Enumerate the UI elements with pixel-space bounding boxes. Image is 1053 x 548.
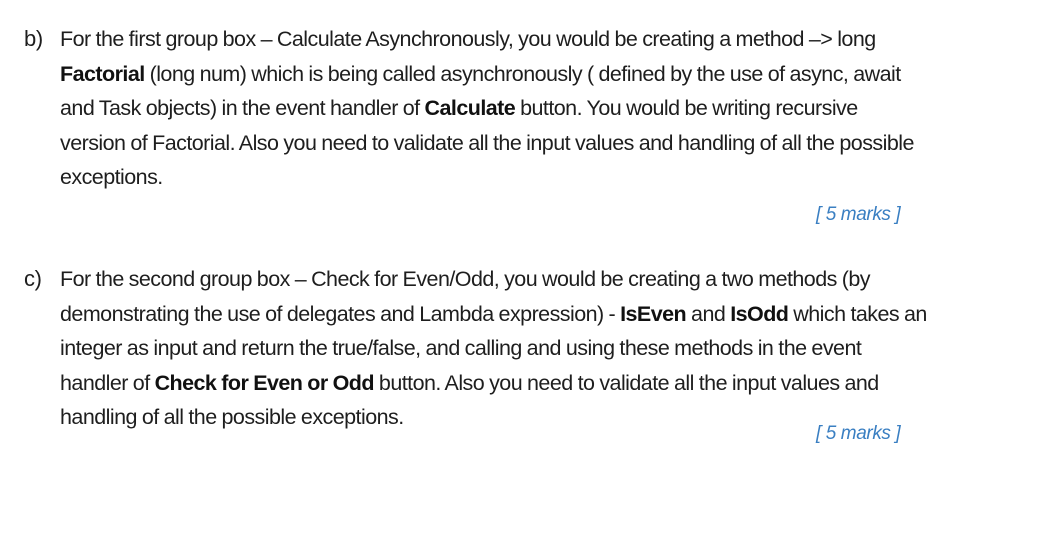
text-line xyxy=(60,160,1035,195)
item-body xyxy=(60,262,1035,435)
bold-term-iseven: IsEven xyxy=(620,301,687,326)
text-line xyxy=(60,126,1035,161)
bold-term-isodd: IsOdd xyxy=(730,301,789,326)
marks-label: [ 5 marks ] xyxy=(816,423,901,444)
text-segment: which takes an xyxy=(788,301,927,326)
text-line xyxy=(60,366,1035,401)
text-segment: and Task objects) in the event handler of xyxy=(60,96,425,120)
bold-term-check-even-odd: Check for Even or Odd xyxy=(154,370,374,395)
text-segment: exceptions. xyxy=(60,165,163,189)
text-line xyxy=(60,22,1035,57)
text-segment: For the second group box – Check for Even/Odd, you would be creating a two methods (by xyxy=(60,267,870,291)
text-segment: integer as input and return the true/false, and calling and using these methods in the event xyxy=(60,336,862,360)
text-segment: button. Also you need to validate all the input values and xyxy=(373,370,879,395)
text-segment: version of Factorial. Also you need to validate all the input values and handling of all the possible xyxy=(60,130,914,155)
text-line xyxy=(60,91,1035,126)
text-line xyxy=(60,331,1035,366)
text-segment: handler of xyxy=(60,370,155,395)
bold-term-factorial: Factorial xyxy=(60,61,145,86)
text-line xyxy=(60,297,1035,332)
text-segment: handling of all the possible exceptions. xyxy=(60,405,404,429)
item-marker: b) xyxy=(24,26,43,51)
item-marker: c) xyxy=(24,266,42,291)
text-segment: For the first group box – Calculate Asynchronously, you would be creating a method –> long xyxy=(60,27,876,51)
text-segment: (long num) which is being called asynchronously ( defined by the use of async, await xyxy=(144,61,901,86)
text-line xyxy=(60,262,1035,297)
text-segment: and xyxy=(686,301,731,326)
text-segment: demonstrating the use of delegates and Lambda expression) - xyxy=(60,301,621,326)
bold-term-calculate: Calculate xyxy=(424,96,516,120)
marks-label: [ 5 marks ] xyxy=(816,204,901,225)
text-segment: button. You would be writing recursive xyxy=(515,96,858,120)
item-body xyxy=(60,22,1035,195)
text-line xyxy=(60,57,1035,92)
